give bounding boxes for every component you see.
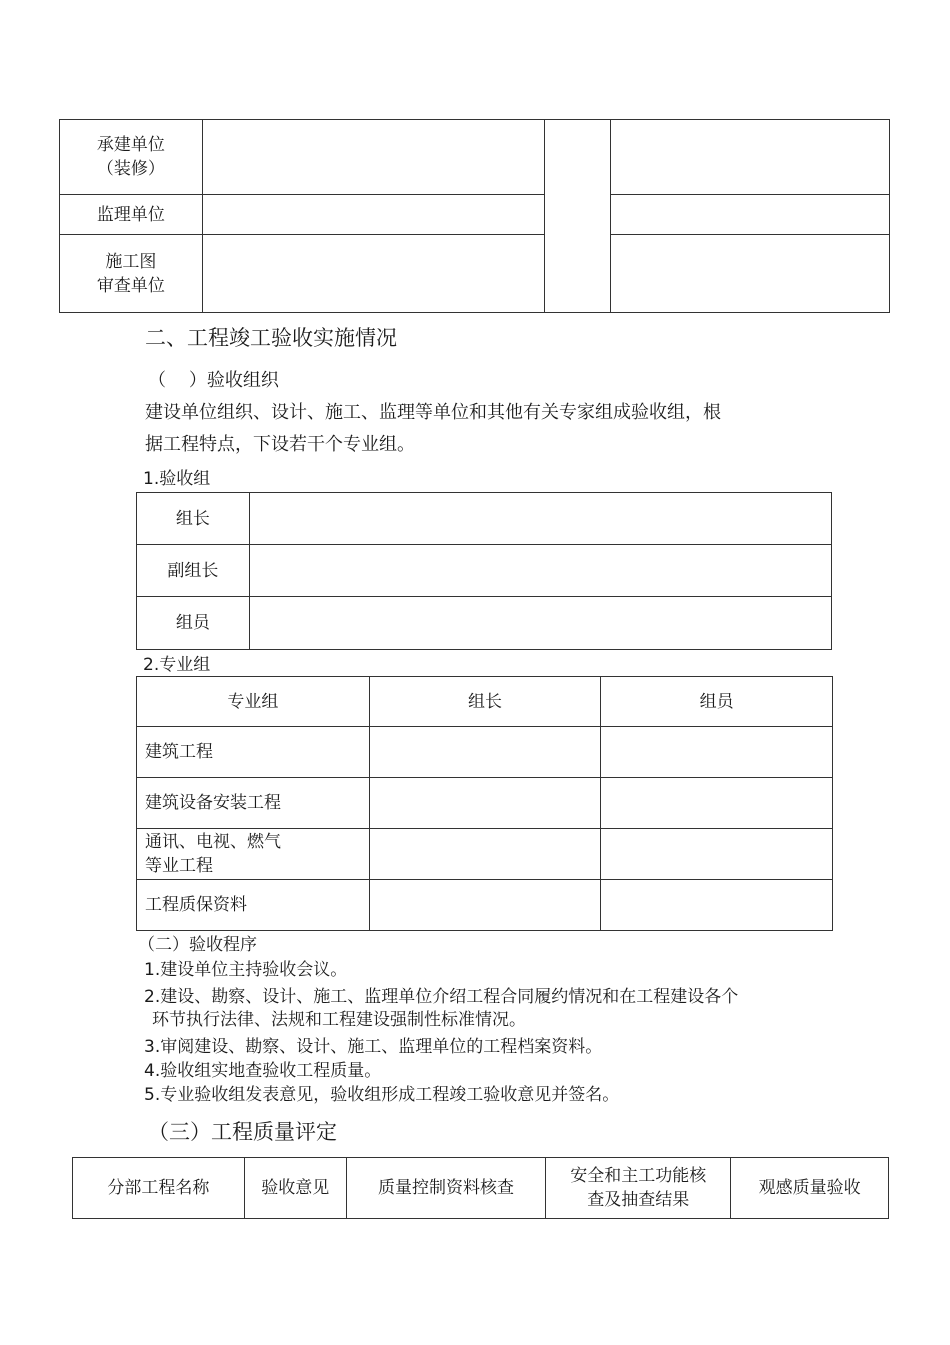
section2-paragraph-line2: 据工程特点，下设若干个专业组。 [145, 434, 415, 455]
procedure-item: 3.审阅建设、勘察、设计、施工、监理单位的工程档案资料。 [144, 1037, 603, 1057]
specialty-row-member[interactable] [601, 880, 833, 931]
units-right-cell-3[interactable] [611, 235, 890, 313]
quality-header-name: 分部工程名称 [73, 1158, 245, 1219]
procedure-item: 5.专业验收组发表意见，验收组形成工程竣工验收意见并签名。 [144, 1085, 620, 1105]
procedure-item: 环节执行法律、法规和工程建设强制性标准情况。 [152, 1010, 526, 1030]
acceptance-value-member[interactable] [249, 597, 831, 650]
acceptance-value-deputy[interactable] [249, 545, 831, 597]
specialty-row-member[interactable] [601, 829, 833, 880]
units-label-contractor: 承建单位 （装修） [60, 120, 203, 195]
section2-title: 二、工程竣工验收实施情况 [145, 326, 397, 350]
specialty-row-label: 建筑设备安装工程 [137, 778, 370, 829]
units-right-cell-1[interactable] [611, 120, 890, 195]
section2-paragraph-line1: 建设单位组织、设计、施工、监理等单位和其他有关专家组成验收组，根 [145, 402, 721, 423]
units-middle-cell [545, 120, 611, 313]
quality-header-safety: 安全和主工功能核 查及抽查结果 [546, 1158, 731, 1219]
quality-title: （三）工程质量评定 [148, 1120, 337, 1144]
specialty-row-leader[interactable] [369, 727, 601, 778]
specialty-row-label: 通讯、电视、燃气 等业工程 [137, 829, 370, 880]
specialty-row-leader[interactable] [369, 778, 601, 829]
procedure-title: （二）验收程序 [138, 935, 257, 955]
specialty-row-leader[interactable] [369, 880, 601, 931]
specialty-group-table [136, 676, 833, 931]
units-table [59, 119, 890, 313]
units-label-supervisor: 监理单位 [60, 195, 203, 235]
quality-header-opinion: 验收意见 [244, 1158, 346, 1219]
specialty-row-label: 建筑工程 [137, 727, 370, 778]
specialty-header-group: 专业组 [137, 677, 370, 727]
procedure-item: 4.验收组实地查验收工程质量。 [144, 1061, 382, 1081]
specialty-row-member[interactable] [601, 778, 833, 829]
acceptance-label-leader: 组长 [137, 493, 250, 545]
specialty-row-label: 工程质保资料 [137, 880, 370, 931]
acceptance-group-table [136, 492, 832, 650]
acceptance-label-member: 组员 [137, 597, 250, 650]
units-value-review[interactable] [202, 235, 545, 313]
procedure-item: 1.建设单位主持验收会议。 [144, 960, 348, 980]
specialty-row-member[interactable] [601, 727, 833, 778]
specialty-group-title: 2.专业组 [143, 655, 211, 675]
specialty-row-leader[interactable] [369, 829, 601, 880]
specialty-header-member: 组员 [601, 677, 833, 727]
quality-header-data-check: 质量控制资料核查 [346, 1158, 546, 1219]
acceptance-value-leader[interactable] [249, 493, 831, 545]
units-label-review: 施工图 审查单位 [60, 235, 203, 313]
acceptance-group-title: 1.验收组 [143, 469, 211, 489]
procedure-item: 2.建设、勘察、设计、施工、监理单位介绍工程合同履约情况和在工程建设各个 [144, 987, 739, 1007]
specialty-header-leader: 组长 [369, 677, 601, 727]
quality-table [72, 1157, 889, 1219]
units-value-contractor[interactable] [202, 120, 545, 195]
units-right-cell-2[interactable] [611, 195, 890, 235]
section2-sub1-title: （ ）验收组织 [148, 370, 279, 391]
units-value-supervisor[interactable] [202, 195, 545, 235]
quality-header-appearance: 观感质量验收 [731, 1158, 889, 1219]
acceptance-label-deputy: 副组长 [137, 545, 250, 597]
